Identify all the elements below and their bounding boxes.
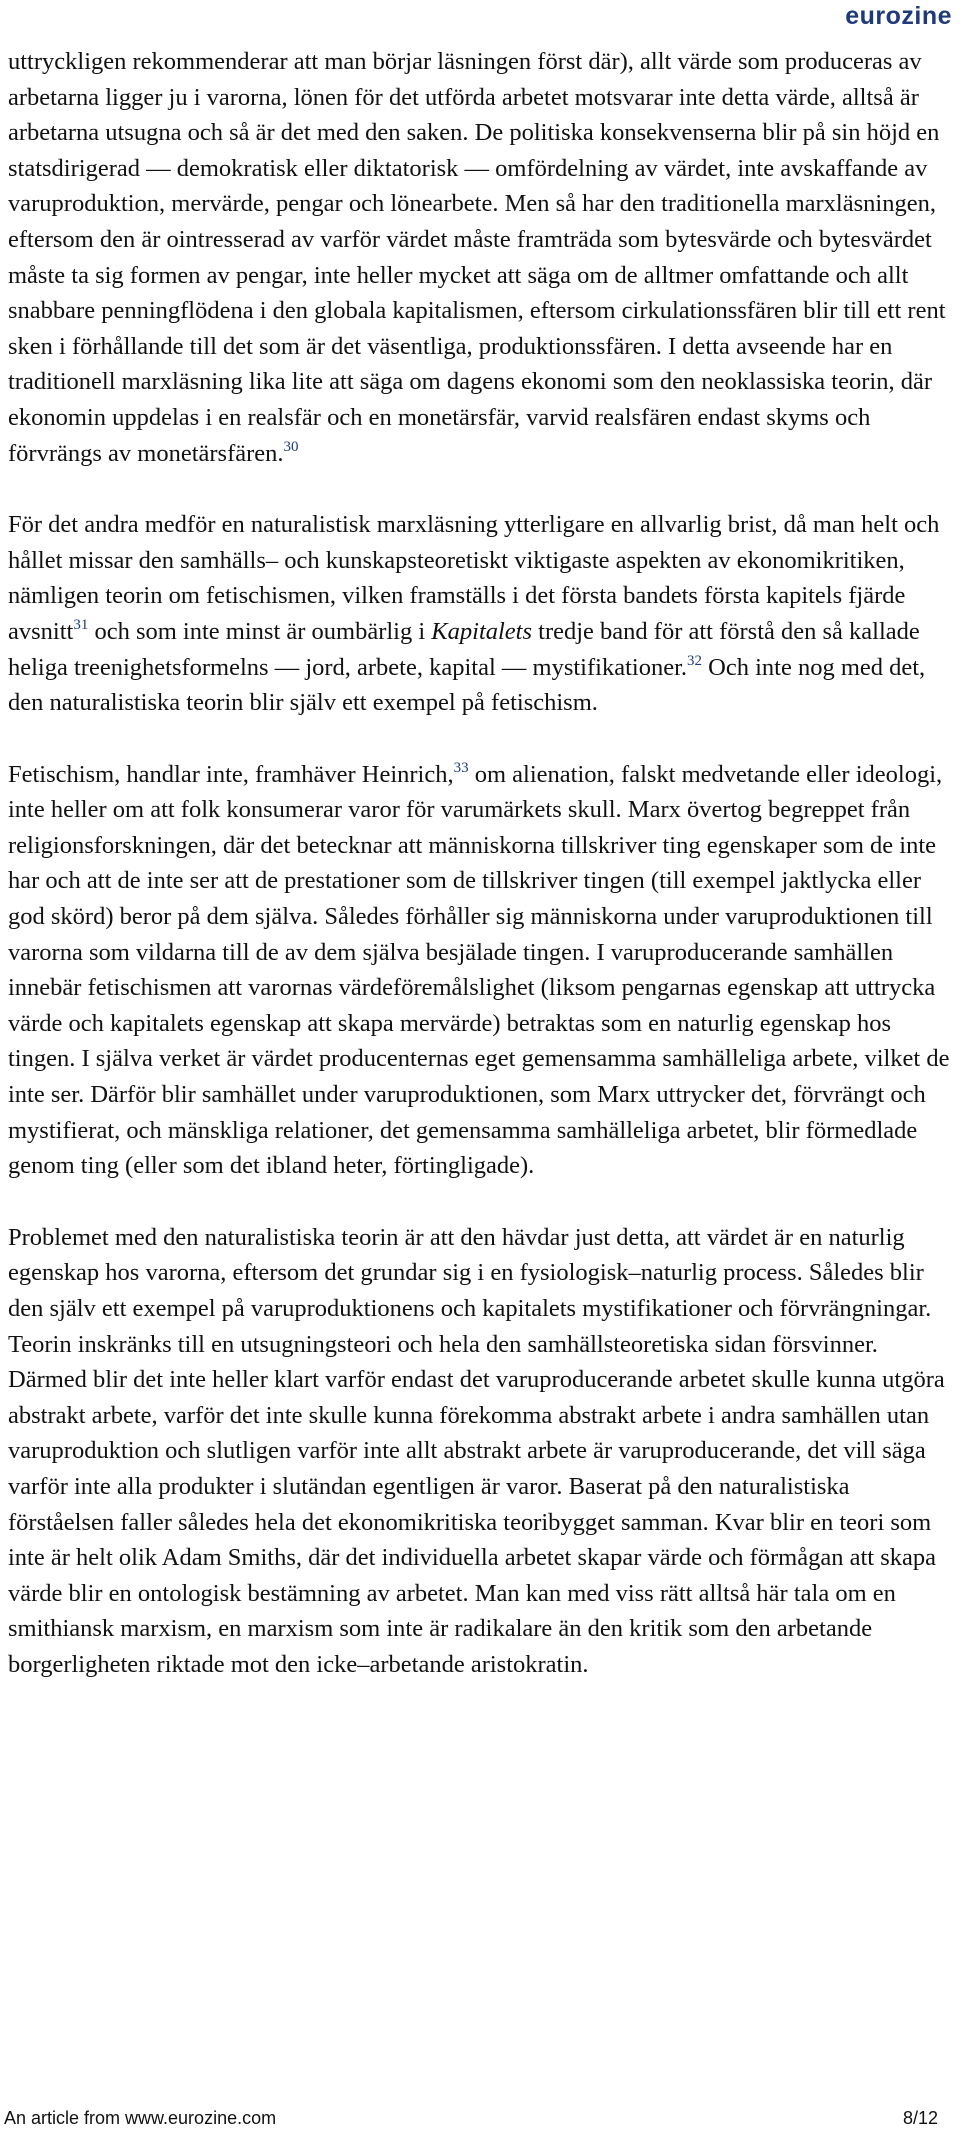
paragraph <box>8 757 958 1184</box>
eurozine-logo: eurozine <box>845 2 952 30</box>
page-number: 8/12 <box>902 2108 938 2128</box>
paragraph-text: Och inte nog med det, den naturalistiska teorin blir själv ett exempel på fetischism. <box>8 653 926 717</box>
paragraph-text: Fetischism, handlar inte, framhäver Heinrich, <box>8 760 454 788</box>
footnote-ref-32[interactable]: 32 <box>687 652 703 669</box>
book-title: Kapitalets <box>431 617 533 645</box>
footer-source-link[interactable]: An article from www.eurozine.com <box>4 2108 277 2128</box>
paragraph-text: uttryckligen rekommenderar att man börjar läsningen först där), allt värde som produceras av arbetarna ligger ju i varorna, lönen för det utförda arbetet motsvarar inte detta värde, alltså är arbetarna utsugna och så är det med den saken. De politiska konsekvenserna blir på sin höjd en statsdirigerad –– demokratisk eller diktatorisk –– omfördelning av värdet, inte avskaffande av varuproduktion, mervärde, pengar och lönearbete. Men så har den traditionella marxläsningen, eftersom den är ointresserad av varför värdet måste framträda som bytesvärde och bytesvärdet måste ta sig formen av pengar, inte heller mycket att säga om de alltmer omfattande och allt snabbare penningflödena i den globala kapitalismen, eftersom cirkulationssfären blir till ett rent sken i förhållande till det som är det väsentliga, produktionssfären. I detta avseende har en traditionell marxläsning lika lite att säga om dagens ekonomi som den neoklassiska teorin, där ekonomin uppdelas i en realsfär och en monetärsfär, varvid realsfären endast skyms och förvrängs av monetärsfären. <box>8 48 946 467</box>
paragraph-text: tredje band för att förstå den så kallade heliga treenighetsformelns –– jord, arbete, kapital –– mystifikationer. <box>8 617 920 681</box>
footnote-ref-30[interactable]: 30 <box>283 438 299 455</box>
footnote-ref-31[interactable]: 31 <box>73 616 89 633</box>
paragraph <box>8 507 958 721</box>
paragraph-text: och som inte minst är oumbärlig i <box>88 617 432 645</box>
footnote-ref-33[interactable]: 33 <box>453 759 469 776</box>
paragraph-text: För det andra medför en naturalistisk marxläsning ytterligare en allvarlig brist, då man helt och hållet missar den samhälls– och kunskapsteoretiskt viktigaste aspekten av ekonomikritiken, nämligen teorin om fetischismen, vilken framställs i det första bandets första kapitels fjärde avsnitt <box>8 511 940 645</box>
paragraph <box>8 44 958 471</box>
paragraph-text: om alienation, falskt medvetande eller ideologi, inte heller om att folk konsumerar varor för varumärkets skull. Marx övertog begreppet från religionsforskningen, där det betecknar att människorna tillskriver ting egenskaper som de inte har och att de inte ser att de prestationer som de tillskriver tingen (till exempel jaktlycka eller god skörd) beror på dem själva. Således förhåller sig människorna under varuproduktionen till varorna som vildarna till de av dem själva besjälade tingen. I varuproducerande samhällen innebär fetischismen att varornas värdeföremålslighet (liksom pengarnas egenskap att uttrycka värde och kapitalets egenskap att skapa mervärde) betraktas som en naturlig egenskap hos tingen. I själva verket är värdet producenternas eget gemensamma samhälleliga arbete, vilket de inte ser. Därför blir samhället under varuproduktionen, som Marx uttrycker det, förvrängt och mystifierat, och mänskliga relationer, det gemensamma samhälleliga arbetet, blir förmedlade genom ting (eller som det ibland heter, förtingligade). <box>8 760 950 1180</box>
paragraph-text: Problemet med den naturalistiska teorin är att den hävdar just detta, att värdet är en naturlig egenskap hos varorna, eftersom det grundar sig i en fysiologisk–naturlig process. Således blir den själv ett exempel på varuproduktionens och kapitalets mystifikationer och förvrängningar. Teorin inskränks till en utsugningsteori och hela den samhällsteoretiska sidan försvinner. Därmed blir det inte heller klart varför endast det varuproducerande arbetet skulle kunna utgöra abstrakt arbete, varför det inte skulle kunna förekomma abstrakt arbete i andra samhällen utan varuproduktion och slutligen varför inte allt abstrakt arbete är varuproducerande, det vill säga varför inte alla produkter i slutändan egentligen är varor. Baserat på den naturalistiska förståelsen faller således hela det ekonomikritiska teoribygget samman. Kvar blir en teori som inte är helt olik Adam Smiths, där det individuella arbetet skapar värde och förmågan att skapa värde blir en ontologisk bestämning av arbetet. Man kan med viss rätt alltså här tala om en smithiansk marxism, en marxism som inte är radikalare än den kritik som den arbetande borgerligheten riktade mot den icke–arbetande aristokratin. <box>8 1223 945 1678</box>
paragraph <box>8 1220 958 1683</box>
article-body <box>8 44 958 1719</box>
